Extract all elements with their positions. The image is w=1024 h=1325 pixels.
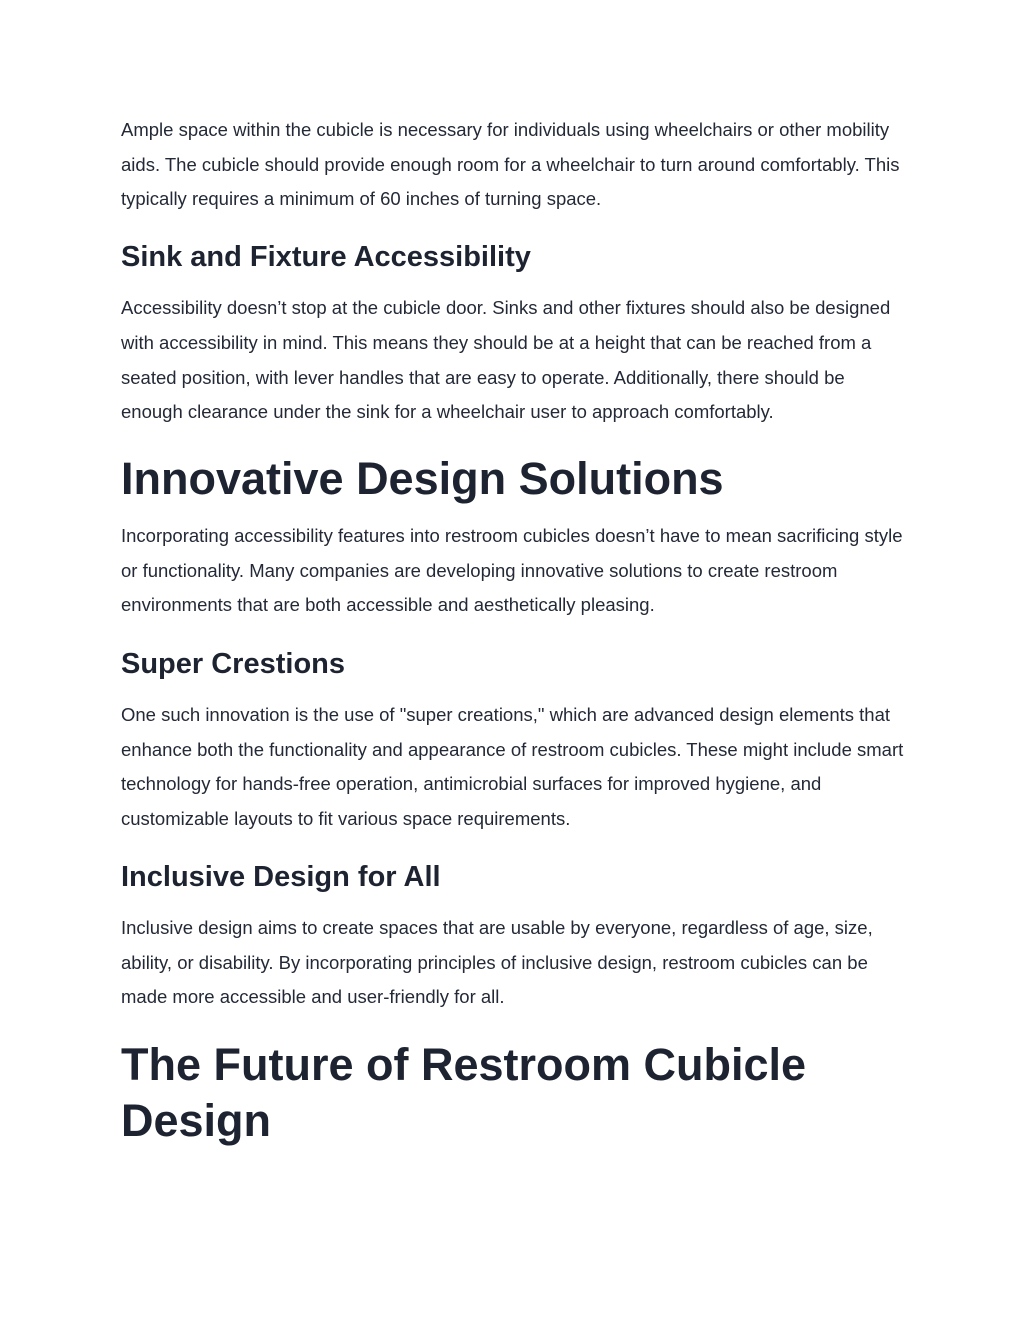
- document-page: [121, 113, 911, 1149]
- heading-super-crestions: Super Crestions: [121, 648, 345, 681]
- paragraph-super-crestions: One such innovation is the use of "super creations," which are advanced design elements that enhance both the functionality and appearance of restroom cubicles. These might include smart technology for hands-free operation, antimicrobial surfaces for improved hygiene, and customizable layouts to fit various space requirements.: [121, 704, 904, 830]
- heading-innovative-design-solutions: Innovative Design Solutions: [121, 452, 724, 504]
- paragraph-innovative-design-solutions: Incorporating accessibility features into restroom cubicles doesn’t have to mean sacrificing style or functionality. Many companies are developing innovative solutions to create restroom environments that are both accessible and aesthetically pleasing.: [121, 524, 903, 616]
- heading-future-restroom-cubicle-design: The Future of Restroom Cubicle Design: [121, 1038, 807, 1146]
- intro-paragraph: Ample space within the cubicle is necessary for individuals using wheelchairs or other mobility aids. The cubicle should provide enough room for a wheelchair to turn around comfortably. This typically requires a minimum of 60 inches of turning space.: [121, 119, 900, 210]
- heading-sink-fixture-accessibility: Sink and Fixture Accessibility: [121, 241, 531, 274]
- paragraph-sink-fixture-accessibility: Accessibility doesn’t stop at the cubicle door. Sinks and other fixtures should also be designed with accessibility in mind. This means they should be at a height that can be reached from a seated position, with lever handles that are easy to operate. Additionally, there should be enough clearance under the sink for a wheelchair user to approach comfortably.: [121, 297, 891, 423]
- heading-inclusive-design: Inclusive Design for All: [121, 860, 441, 893]
- paragraph-inclusive-design: Inclusive design aims to create spaces that are usable by everyone, regardless of age, size, ability, or disability. By incorporating principles of inclusive design, restroom cubicles can be made more accessible and user-friendly for all.: [121, 916, 873, 1008]
